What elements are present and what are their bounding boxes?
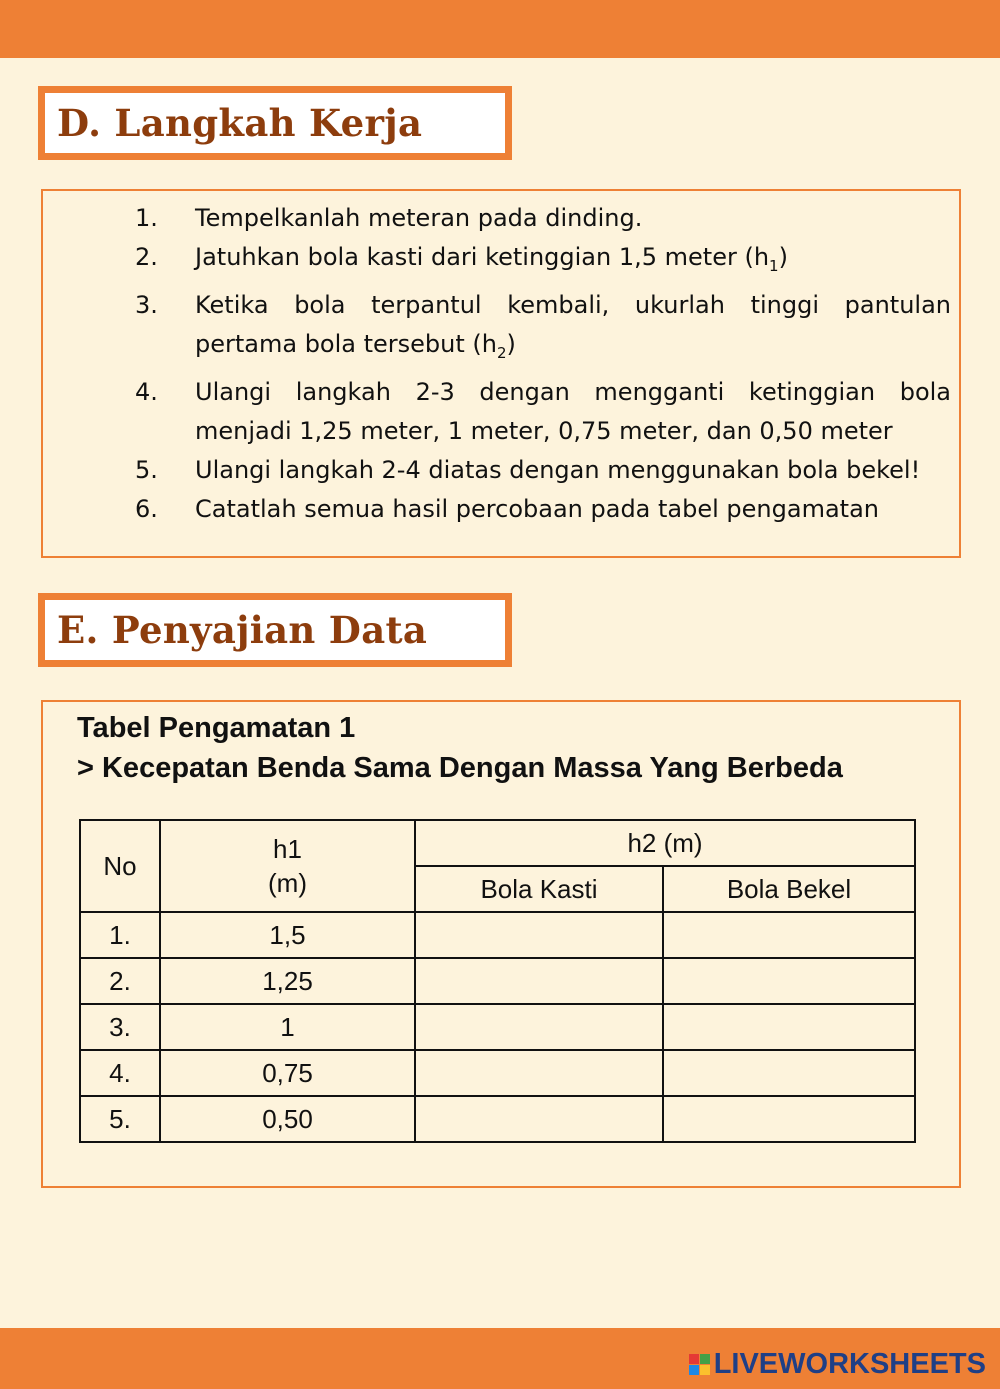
step-text: [195, 495, 879, 523]
logo-square: [689, 1365, 699, 1375]
cell-bola-bekel[interactable]: [663, 1050, 915, 1096]
cell-no: 2.: [80, 958, 160, 1004]
cell-bola-kasti[interactable]: [415, 1004, 663, 1050]
table-row: [80, 912, 915, 958]
step-number: 4.: [135, 377, 158, 406]
cell-h1: 1: [160, 1004, 415, 1050]
step-text-part: ): [778, 243, 788, 271]
table-subtitle: > Kecepatan Benda Sama Dengan Massa Yang Berbeda: [77, 752, 843, 784]
step-number: 5.: [135, 455, 158, 484]
logo-square: [700, 1354, 710, 1364]
header-h1: [160, 820, 415, 912]
steps-panel: [41, 189, 961, 558]
step-item: [135, 286, 951, 373]
data-panel: [41, 700, 961, 1188]
step-number: 6.: [135, 494, 158, 523]
step-subscript: 2: [497, 343, 507, 362]
cell-bola-bekel[interactable]: [663, 958, 915, 1004]
step-item: [135, 451, 951, 490]
cell-h1: 1,25: [160, 958, 415, 1004]
liveworksheets-brand: [689, 1348, 986, 1381]
step-text: [195, 243, 788, 275]
step-item: [135, 490, 951, 529]
header-bola-kasti: Bola Kasti: [415, 866, 663, 912]
header-h2: h2 (m): [415, 820, 915, 866]
cell-h1: 1,5: [160, 912, 415, 958]
header-no: No: [80, 820, 160, 912]
cell-bola-bekel[interactable]: [663, 1096, 915, 1142]
table-body: [80, 912, 915, 1142]
table-row: [80, 1050, 915, 1096]
step-number: 1.: [135, 204, 158, 232]
logo-square: [689, 1354, 699, 1364]
cell-bola-kasti[interactable]: [415, 958, 663, 1004]
cell-bola-bekel[interactable]: [663, 1004, 915, 1050]
cell-bola-kasti[interactable]: [415, 912, 663, 958]
step-subscript: 1: [769, 256, 779, 275]
table-row: [80, 958, 915, 1004]
cell-bola-kasti[interactable]: [415, 1096, 663, 1142]
step-item: [135, 373, 951, 451]
cell-no: 3.: [80, 1004, 160, 1050]
table-heading: [77, 708, 843, 788]
section-e-title: E. Penyajian Data: [38, 593, 512, 667]
header-bola-bekel: Bola Bekel: [663, 866, 915, 912]
step-text-part: Tempelkanlah meteran pada dinding.: [195, 204, 643, 232]
cell-h1: 0,50: [160, 1096, 415, 1142]
step-number: 3.: [135, 290, 158, 319]
step-item: [135, 238, 951, 286]
step-text: [195, 378, 951, 445]
step-text: [195, 204, 642, 232]
table-title: Tabel Pengamatan 1: [77, 712, 356, 744]
logo-square: [700, 1365, 710, 1375]
cell-bola-bekel[interactable]: [663, 912, 915, 958]
section-d-title: D. Langkah Kerja: [38, 86, 512, 160]
step-text-part: Ulangi langkah 2-4 diatas dengan menggunakan bola bekel!: [195, 455, 921, 484]
cell-no: 5.: [80, 1096, 160, 1142]
table-row: [80, 1096, 915, 1142]
step-text-part: Catatlah semua hasil percobaan pada tabel pengamatan: [195, 494, 879, 523]
header-h1-label: h1: [273, 834, 302, 864]
step-text-part: Ketika bola terpantul kembali, ukurlah tinggi pantulan pertama bola tersebut (h: [195, 290, 951, 358]
observation-table: [79, 819, 916, 1143]
steps-list: [135, 199, 951, 529]
brand-text: LIVEWORKSHEETS: [713, 1348, 986, 1380]
header-h1-unit: (m): [268, 868, 307, 898]
step-number: 2.: [135, 243, 158, 271]
step-text-part: ): [506, 329, 516, 358]
step-item: [135, 199, 951, 238]
cell-h1: 0,75: [160, 1050, 415, 1096]
step-text: [195, 290, 951, 362]
table-row: [80, 1004, 915, 1050]
top-banner: [0, 0, 1000, 58]
step-text: [195, 456, 920, 484]
cell-bola-kasti[interactable]: [415, 1050, 663, 1096]
cell-no: 1.: [80, 912, 160, 958]
cell-no: 4.: [80, 1050, 160, 1096]
step-text-part: Jatuhkan bola kasti dari ketinggian 1,5 meter (h: [195, 243, 770, 271]
step-text-part: Ulangi langkah 2-3 dengan mengganti ketinggian bola menjadi 1,25 meter, 1 meter, 0,75 meter, dan 0,50 meter: [195, 377, 951, 445]
liveworksheets-logo-icon: [689, 1354, 710, 1375]
